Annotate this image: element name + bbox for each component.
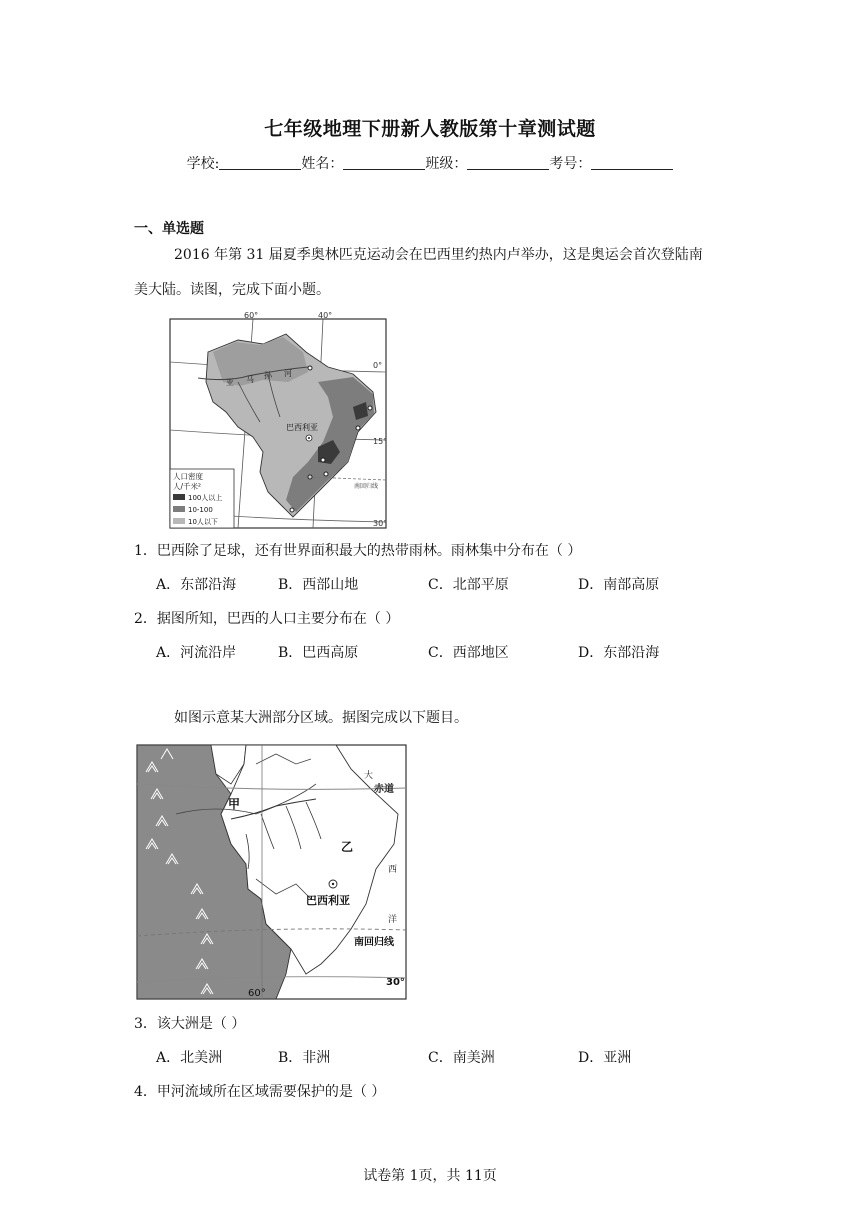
- lon-40-label: 40°: [318, 312, 333, 320]
- question-3-stem: 3．该大洲是（ ）: [134, 1016, 246, 1032]
- river-label-2: 马: [246, 375, 254, 384]
- question-1-option-c[interactable]: C．北部平原: [428, 577, 509, 593]
- river-label-1: 亚: [226, 378, 234, 387]
- question-3-option-d[interactable]: D．亚洲: [578, 1050, 632, 1066]
- tropic-label-2: 南回归线: [354, 937, 394, 948]
- section-heading: 一、单选题: [134, 221, 204, 237]
- exam-no-blank[interactable]: [591, 155, 673, 170]
- ocean-char-1: 大: [364, 771, 374, 781]
- question-3-option-b[interactable]: B．非洲: [278, 1050, 331, 1066]
- question-2-stem: 2．据图所知，巴西的人口主要分布在（ ）: [134, 611, 400, 627]
- name-label: 姓名：: [301, 156, 344, 172]
- question-1-stem: 1．巴西除了足球，还有世界面积最大的热带雨林。雨林集中分布在（ ）: [134, 543, 582, 559]
- legend-item-low: 10人以下: [188, 518, 218, 526]
- lon-60-label: 60°: [244, 312, 259, 320]
- lat-15-label: 15°: [373, 437, 388, 446]
- page-title: 七年级地理下册新人教版第十章测试题: [264, 118, 596, 140]
- question-2-option-b[interactable]: B．巴西高原: [278, 645, 359, 661]
- question-3-option-a[interactable]: A．北美洲: [156, 1050, 223, 1066]
- label-yi: 乙: [341, 840, 354, 854]
- legend-swatch-mid: [173, 506, 185, 512]
- river-label-4: 河: [284, 369, 292, 378]
- lon-60-label-2: 60°: [248, 988, 266, 999]
- question-1-option-a[interactable]: A．东部沿海: [156, 577, 237, 593]
- legend-swatch-low: [173, 518, 185, 524]
- legend-swatch-high: [173, 494, 185, 500]
- question-1-option-b[interactable]: B．西部山地: [278, 577, 359, 593]
- question-1-option-d[interactable]: D．南部高原: [578, 577, 660, 593]
- question-2-option-c[interactable]: C．西部地区: [428, 645, 509, 661]
- exam-no-label: 考号：: [549, 156, 592, 172]
- capital-label: 巴西利亚: [286, 423, 318, 432]
- legend-item-high: 100人以上: [188, 494, 223, 502]
- student-info-line: [0, 153, 860, 173]
- question-2-option-d[interactable]: D．东部沿海: [578, 645, 660, 661]
- label-jia: 甲: [228, 797, 241, 811]
- name-blank[interactable]: [343, 155, 425, 170]
- legend-item-mid: 10-100: [188, 506, 213, 514]
- passage1-line2: 美大陆。读图，完成下面小题。: [134, 282, 330, 298]
- class-blank[interactable]: [467, 155, 549, 170]
- continent-region-map: [136, 744, 408, 1000]
- question-4-stem: 4．甲河流域所在区域需要保护的是（ ）: [134, 1084, 386, 1100]
- capital-label-2: 巴西利亚: [306, 894, 350, 907]
- legend-title-1: 人口密度: [173, 472, 203, 481]
- lat-30-label-2: 30°: [386, 977, 405, 988]
- ocean-char-2: 西: [388, 865, 398, 875]
- passage2: 如图示意某大洲部分区域。据图完成以下题目。: [174, 710, 468, 726]
- legend-title-2: 人/千米²: [173, 482, 202, 491]
- passage1-line1: 2016 年第 31 届夏季奥林匹克运动会在巴西里约热内卢举办，这是奥运会首次登陆南: [174, 247, 703, 263]
- ocean-char-3: 洋: [388, 915, 398, 925]
- school-label: 学校:: [186, 156, 220, 172]
- lat-30-label: 30°: [373, 519, 388, 528]
- tropic-label: 南回归线: [354, 483, 379, 490]
- question-2-option-a[interactable]: A．河流沿岸: [156, 645, 237, 661]
- class-label: 班级：: [425, 156, 468, 172]
- equator-label: 赤道: [374, 784, 394, 795]
- question-3-option-c[interactable]: C．南美洲: [428, 1050, 495, 1066]
- brazil-population-map: [168, 312, 390, 530]
- lat-0-label: 0°: [373, 361, 383, 370]
- school-blank[interactable]: [219, 155, 301, 170]
- river-label-3: 孙: [264, 371, 272, 380]
- page-footer: 试卷第 1页，共 11页: [363, 1168, 497, 1184]
